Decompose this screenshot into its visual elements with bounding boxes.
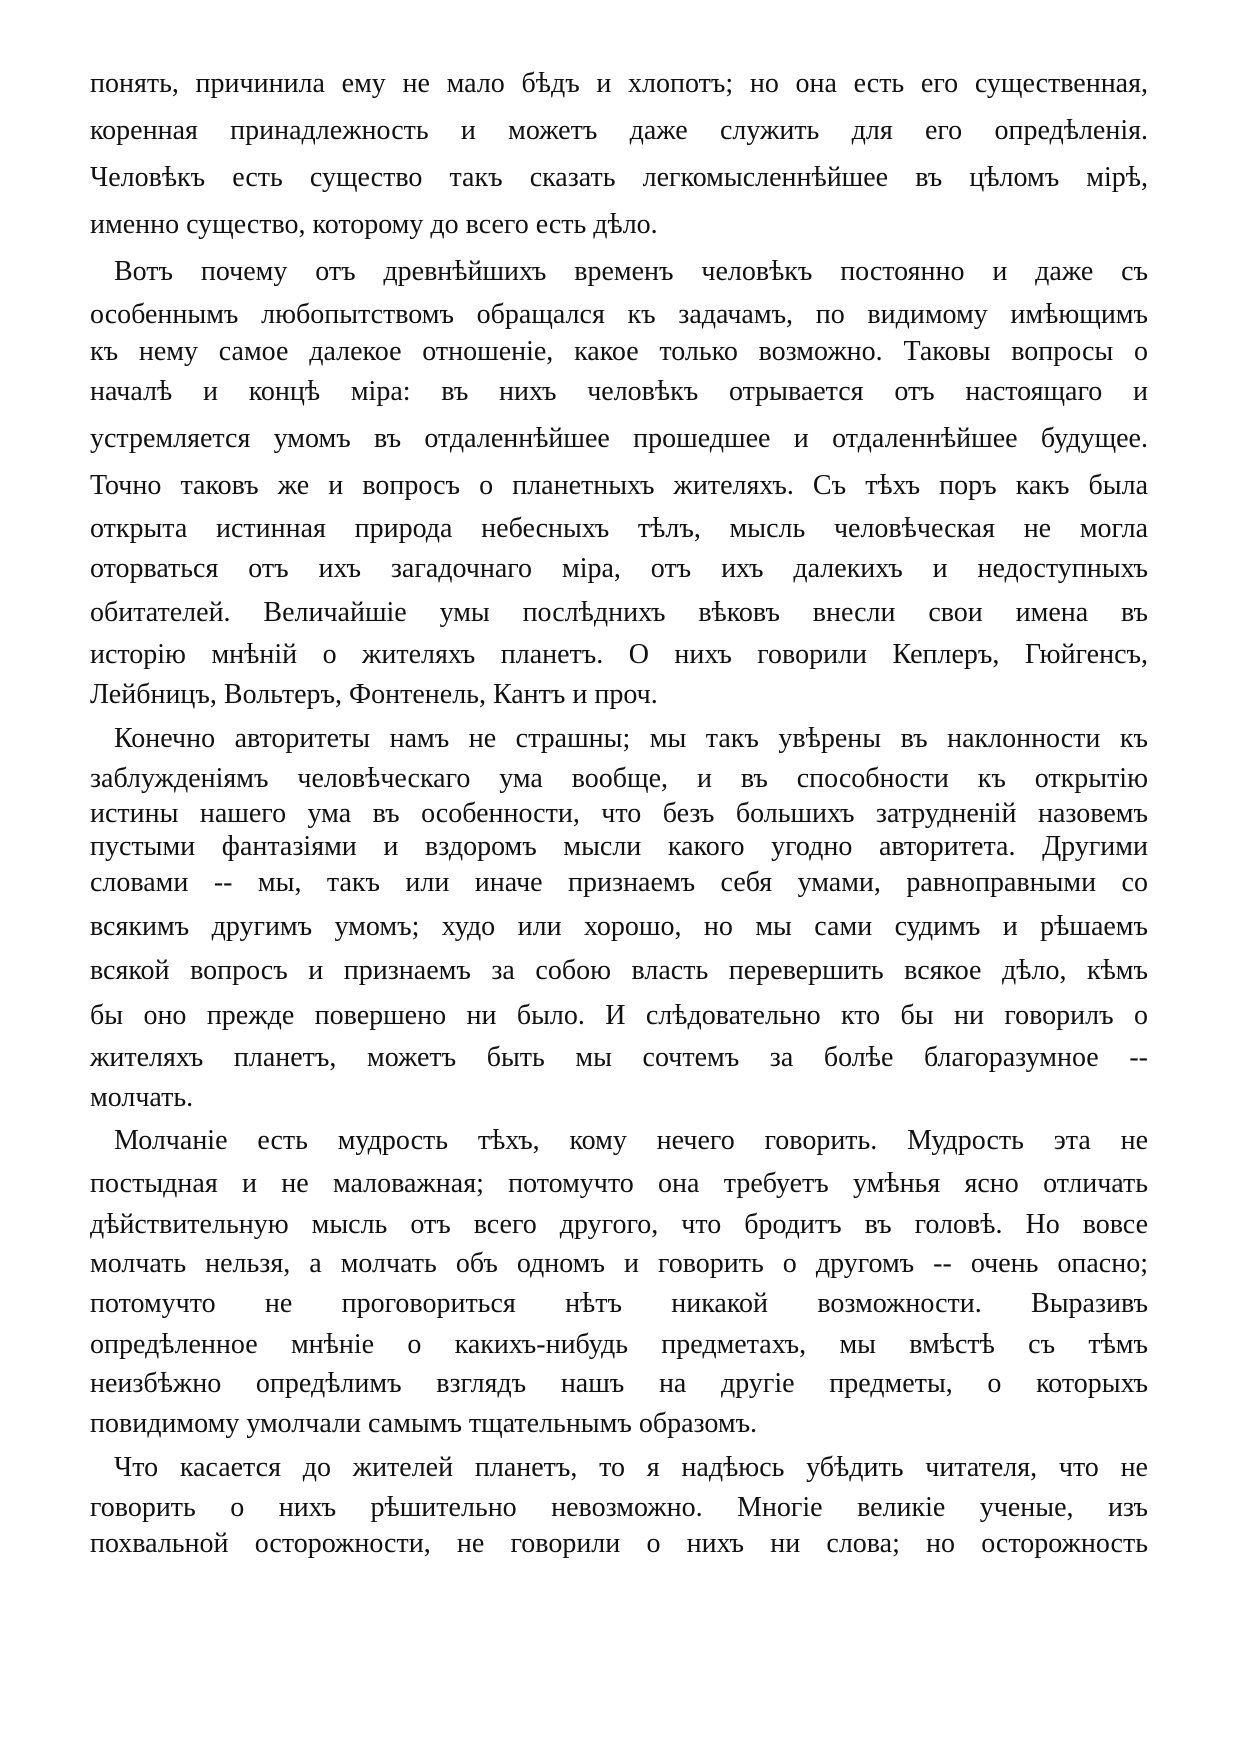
text-line: особеннымъ любопытствомъ обращался къ задачамъ, по видимому имѣющимъ [90,299,1148,330]
text-line: Человѣкъ есть существо такъ сказать легкомысленнѣйшее въ цѣломъ мірѣ, [90,162,1148,193]
paragraph-4 [90,1119,1148,1446]
paragraph-3 [90,716,1148,1119]
text-line: Лейбницъ, Вольтеръ, Фонтенель, Кантъ и проч. [90,679,658,710]
document-page [90,60,1148,1562]
text-line: говорить о нихъ рѣшительно невозможно. Многіе великіе ученые, изъ [90,1492,1148,1523]
text-line: всякой вопросъ и признаемъ за собою власть перевершить всякое дѣло, кѣмъ [90,955,1148,986]
text-line: началѣ и концѣ міра: въ нихъ человѣкъ отрывается отъ настоящаго и [90,376,1148,407]
paragraph-2 [90,248,1148,716]
text-line: молчать нельзя, а молчать объ одномъ и говорить о другомъ -- очень опасно; [90,1248,1148,1279]
text-line: похвальной осторожности, не говорили о нихъ ни слова; но осторожность [90,1528,1148,1559]
text-line: опредѣленное мнѣніе о какихъ-нибудь предметахъ, мы вмѣстѣ съ тѣмъ [90,1329,1148,1360]
text-line: Конечно авторитеты намъ не страшны; мы такъ увѣрены въ наклонности къ [114,723,1148,754]
text-line: дѣйствительную мысль отъ всего другого, что бродитъ въ головѣ. Но вовсе [90,1209,1148,1240]
text-line: неизбѣжно опредѣлимъ взглядъ нашъ на другіе предметы, о которыхъ [90,1368,1148,1399]
text-line: заблужденіямъ человѣческаго ума вообще, и въ способности къ открытію [90,763,1148,794]
paragraph-1 [90,60,1148,248]
text-line: жителяхъ планетъ, можетъ быть мы сочтемъ за болѣе благоразумное -- [90,1042,1148,1073]
text-line: потомучто не проговориться нѣтъ никакой возможности. Выразивъ [90,1288,1148,1319]
text-line: Точно таковъ же и вопросъ о планетныхъ жителяхъ. Съ тѣхъ поръ какъ была [90,470,1148,501]
text-line: всякимъ другимъ умомъ; худо или хорошо, но мы сами судимъ и рѣшаемъ [90,911,1148,942]
text-line: истины нашего ума въ особенности, что безъ большихъ затрудненій назовемъ [90,798,1148,829]
text-line: исторію мнѣній о жителяхъ планетъ. О нихъ говорили Кеплеръ, Гюйгенсъ, [90,639,1148,670]
text-line: открыта истинная природа небесныхъ тѣлъ, мысль человѣческая не могла [90,513,1148,544]
text-line: постыдная и не маловажная; потомучто она требуетъ умѣнья ясно отличать [90,1168,1148,1199]
text-line: молчать. [90,1082,194,1113]
paragraph-5 [90,1446,1148,1562]
text-line: коренная принадлежность и можетъ даже служить для его опредѣленія. [90,115,1148,146]
text-line: пустыми фантазіями и вздоромъ мысли какого угодно авторитета. Другими [90,831,1148,862]
text-line: Что касается до жителей планетъ, то я надѣюсь убѣдить читателя, что не [114,1452,1148,1483]
text-line: Молчаніе есть мудрость тѣхъ, кому нечего говорить. Мудрость эта не [114,1125,1148,1156]
text-line: именно существо, которому до всего есть дѣло. [90,209,658,240]
text-line: словами -- мы, такъ или иначе признаемъ себя умами, равноправными со [90,867,1148,898]
text-line: устремляется умомъ въ отдаленнѣйшее прошедшее и отдаленнѣйшее будущее. [90,423,1148,454]
text-line: повидимому умолчали самымъ тщательнымъ образомъ. [90,1408,758,1439]
text-line: понять, причинила ему не мало бѣдъ и хлопотъ; но она есть его существенная, [90,68,1148,99]
text-line: къ нему самое далекое отношеніе, какое только возможно. Таковы вопросы о [90,336,1148,367]
text-line: бы оно прежде повершено ни было. И слѣдовательно кто бы ни говорилъ о [90,1000,1148,1031]
text-line: оторваться отъ ихъ загадочнаго міра, отъ ихъ далекихъ и недоступныхъ [90,553,1148,584]
text-line: Вотъ почему отъ древнѣйшихъ временъ человѣкъ постоянно и даже съ [114,256,1148,287]
text-line: обитателей. Величайшіе умы послѣднихъ вѣковъ внесли свои имена въ [90,597,1148,628]
